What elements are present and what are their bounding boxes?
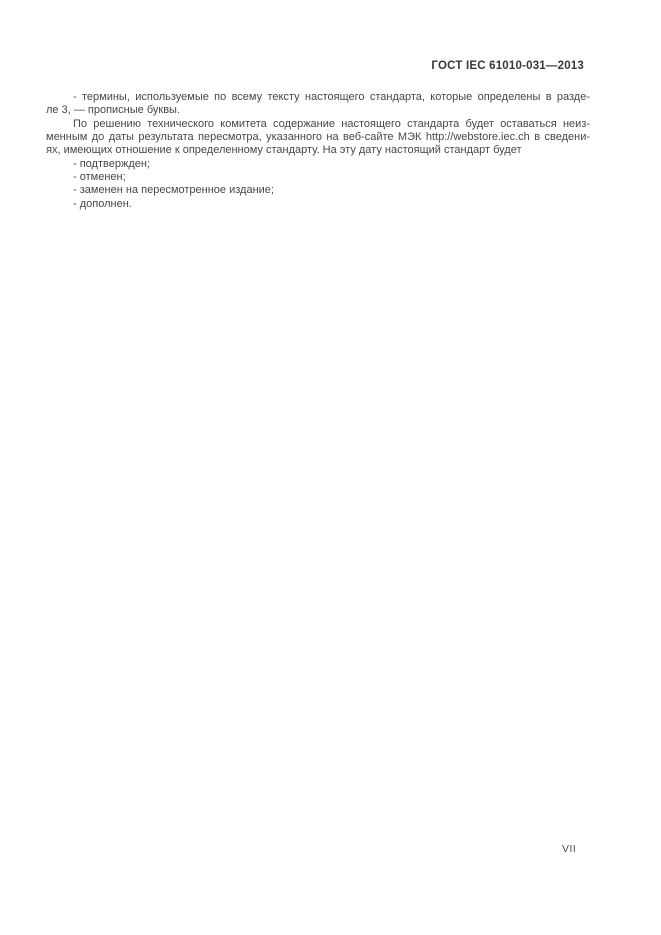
standard-code-header: ГОСТ IEC 61010-031—2013: [431, 60, 584, 72]
paragraph-line: - термины, используемые по всему тексту настоящего стандарта, которые определены в разде-: [73, 91, 590, 103]
list-item-line: - заменен на пересмотренное издание;: [73, 184, 274, 197]
paragraph-line: ле 3, — прописные буквы.: [46, 104, 181, 117]
paragraph-line: менным до даты результата пересмотра, указанного на веб-сайте МЭК http://webstore.iec.ch в сведени-: [46, 131, 590, 144]
list-item-line: - отменен;: [73, 171, 126, 184]
page-number: VII: [562, 843, 577, 855]
document-body: [46, 91, 590, 211]
list-item-line: - дополнен.: [73, 197, 132, 210]
paragraph-line: По решению технического комитета содержание настоящего стандарта будет оставаться неиз-: [73, 117, 590, 130]
list-item-line: - подтвержден;: [73, 157, 150, 170]
paragraph-line: ях, имеющих отношение к определенному стандарту. На эту дату настоящий стандарт будет: [46, 144, 522, 157]
